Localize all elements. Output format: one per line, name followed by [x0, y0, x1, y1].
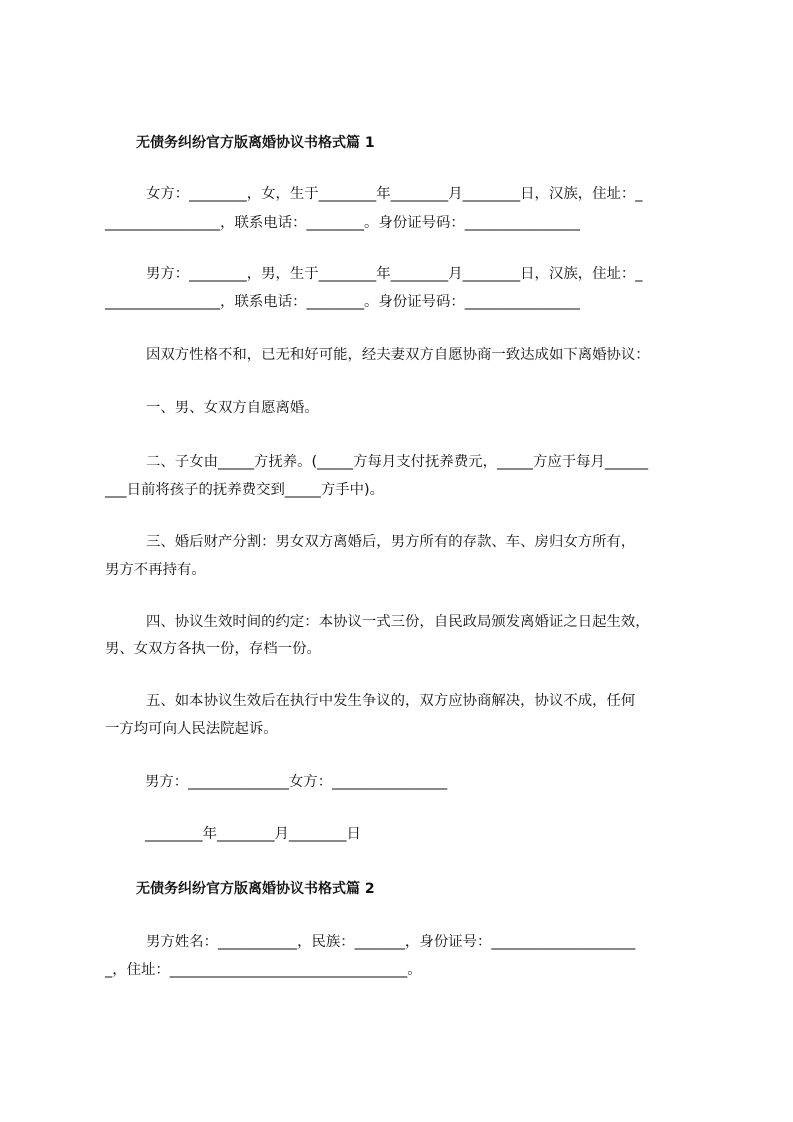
male-info-line-1: 男方：________，男，生于________年________月________日，汉族，住址：_	[146, 266, 643, 282]
intro-paragraph: 因双方性格不和，已无和好可能，经夫妻双方自愿协商一致达成如下离婚协议：	[146, 347, 650, 363]
document-title-1: 无债务纠纷官方版离婚协议书格式篇 1	[136, 135, 375, 151]
clause-3-line-1: 三、婚后财产分割：男女双方离婚后，男方所有的存款、车、房归女方所有，	[146, 534, 636, 550]
clause-5-line-1: 五、如本协议生效后在执行中发生争议的，双方应协商解决，协议不成，任何	[146, 693, 636, 709]
clause-1: 一、男、女双方自愿离婚。	[146, 400, 319, 416]
clause-5-line-2: 一方均可向人民法院起诉。	[105, 721, 278, 737]
signature-line: 男方：______________女方：________________	[145, 774, 448, 790]
clause-3-line-2: 男方不再持有。	[105, 562, 206, 578]
date-line: ________年________月________日	[145, 826, 361, 842]
clause-4-line-1: 四、协议生效时间的约定：本协议一式三份，自民政局颁发离婚证之日起生效，	[146, 614, 650, 630]
part2-male-info-line-1: 男方姓名：___________，民族：_______，身份证号：____________________	[146, 934, 636, 950]
clause-2-line-2: ___日前将孩子的抚养费交到_____方手中)。	[105, 482, 385, 498]
clause-4-line-2: 男、女双方各执一份，存档一份。	[105, 641, 321, 657]
part2-male-info-line-2: _，住址：_________________________________。	[105, 962, 422, 978]
clause-2-line-1: 二、子女由_____方抚养。(_____方每月支付抚养费元，_____方应于每月______	[146, 454, 649, 470]
female-info-line-2: ________________，联系电话：________。身份证号码：________________	[105, 215, 580, 231]
document-title-2: 无债务纠纷官方版离婚协议书格式篇 2	[136, 881, 375, 897]
male-info-line-2: ________________，联系电话：________。身份证号码：________________	[105, 294, 580, 310]
female-info-line-1: 女方：________，女，生于________年________月________日，汉族，住址：_	[146, 186, 643, 202]
